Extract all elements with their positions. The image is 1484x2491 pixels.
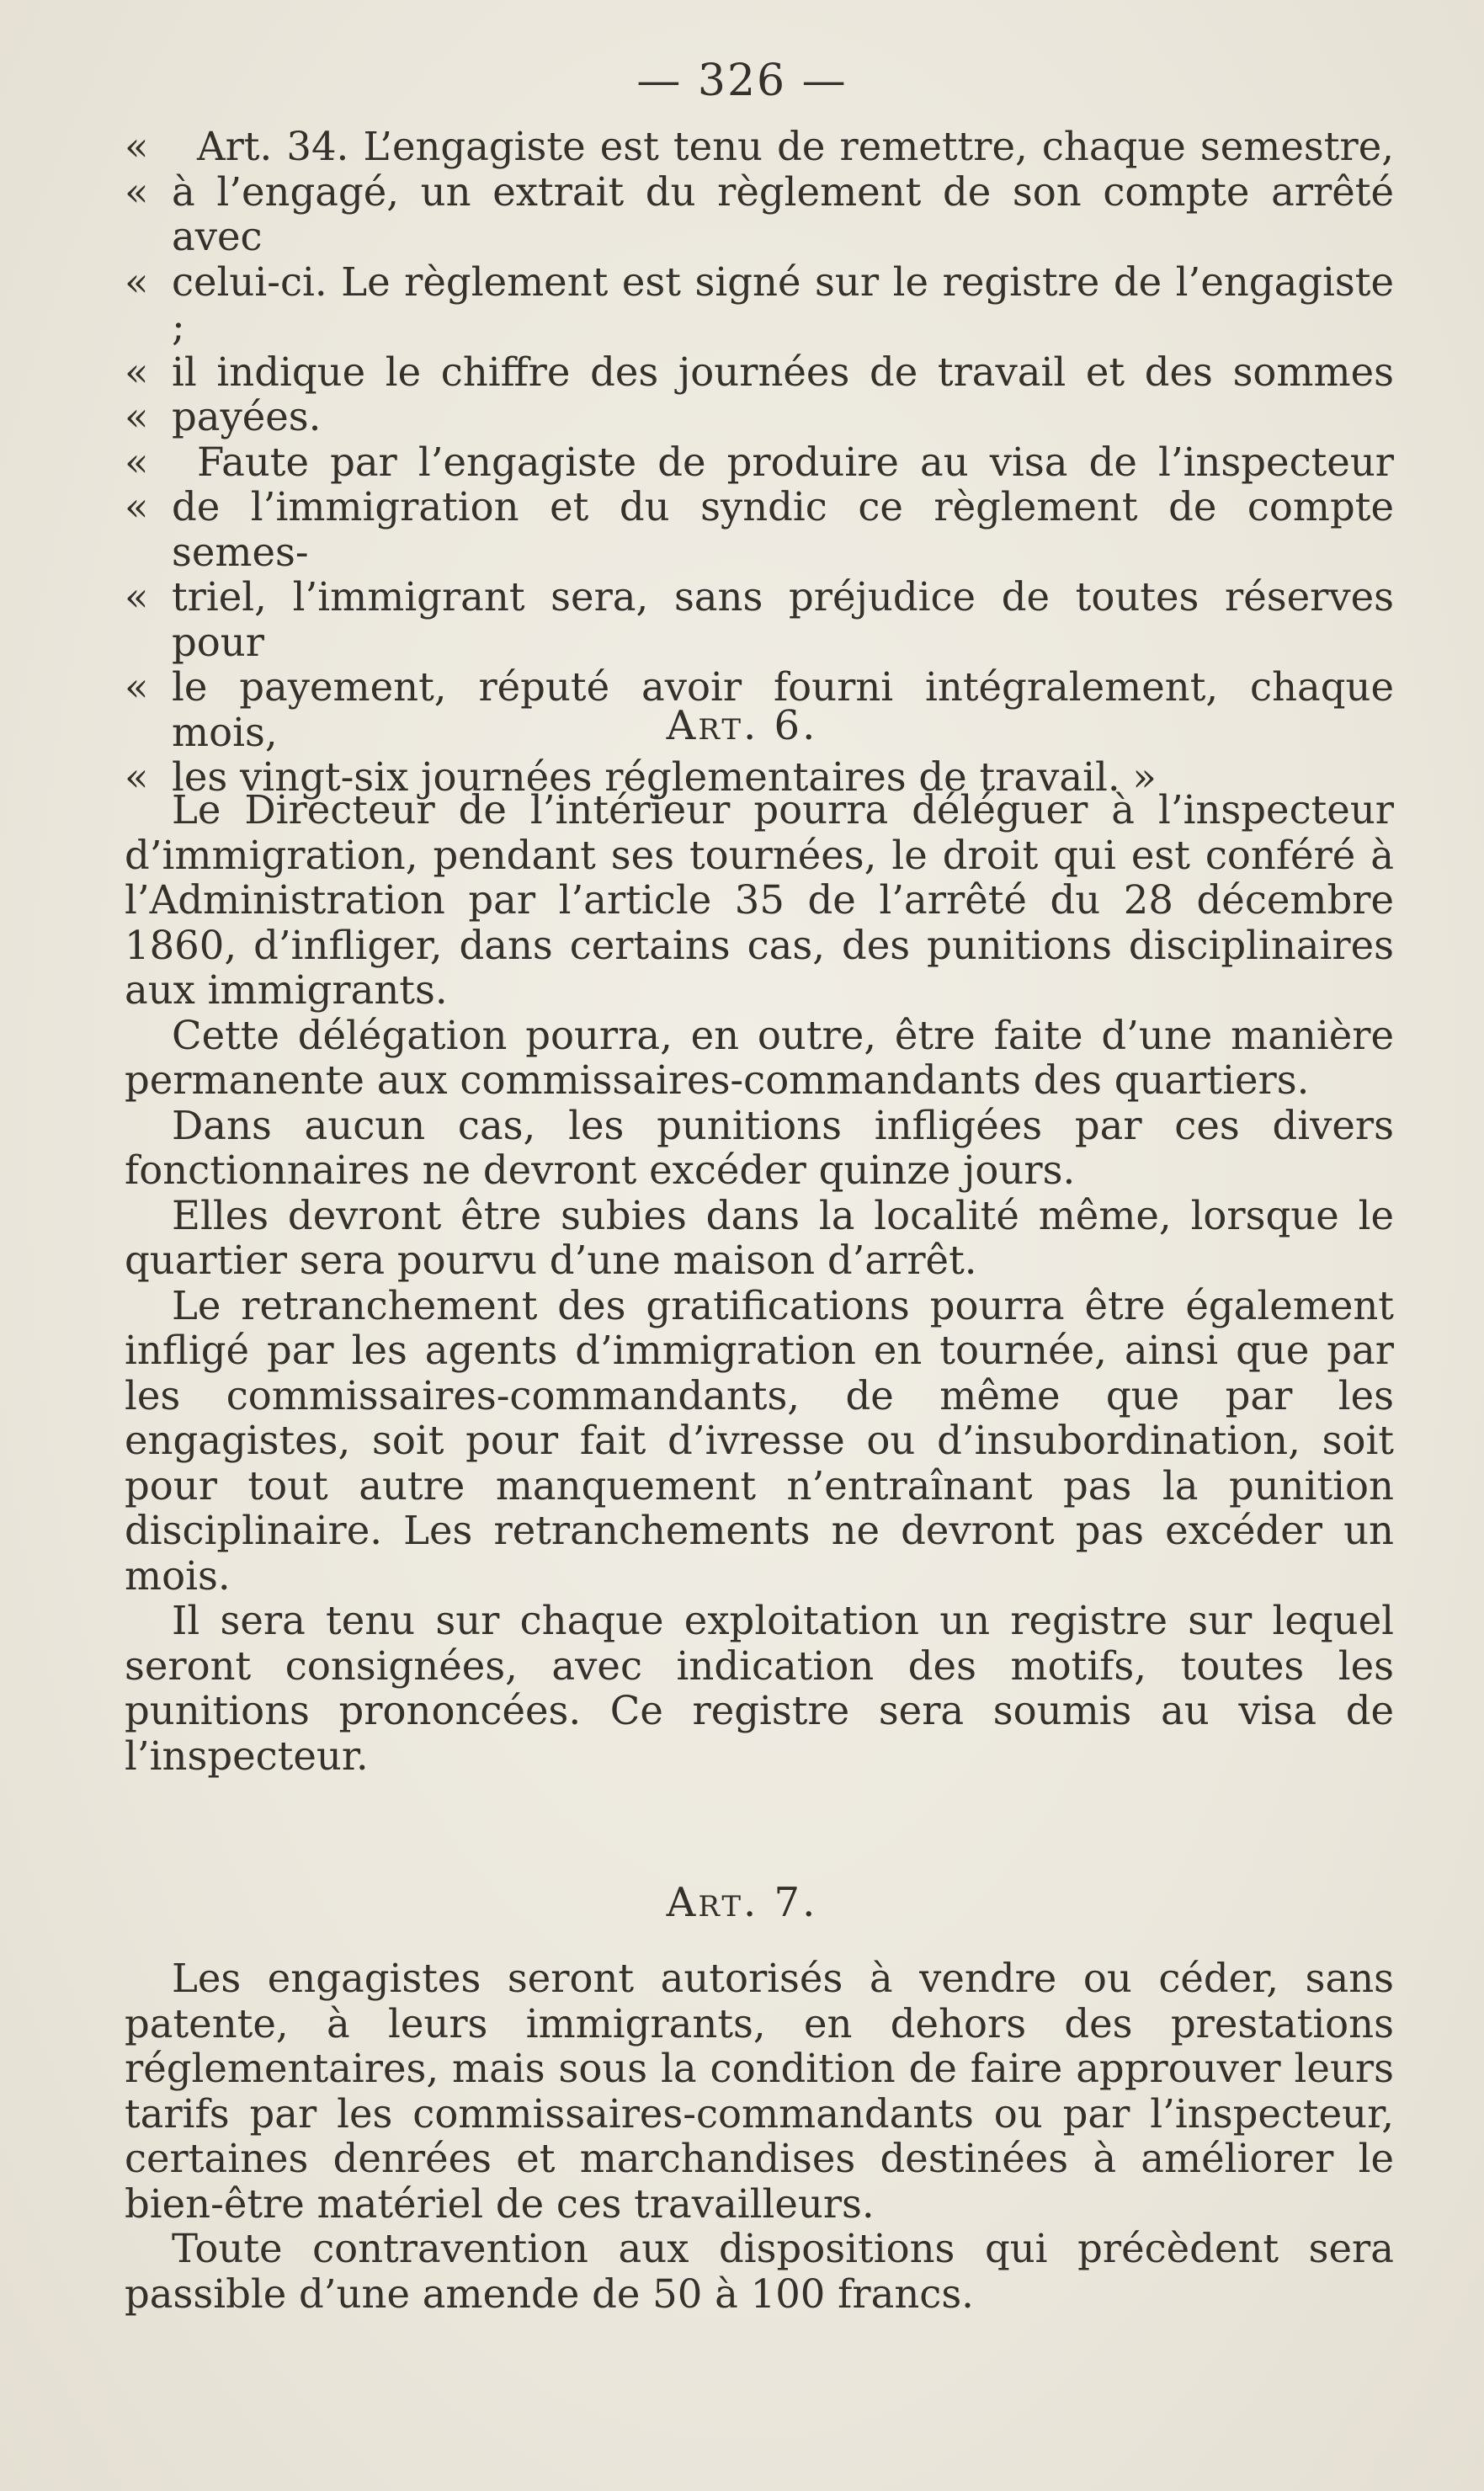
quote-line-text: le payement, réputé avoir fourni intégralement, chaque mois, bbox=[172, 664, 1394, 755]
quoted-article-34 bbox=[125, 125, 1394, 801]
quote-line bbox=[125, 125, 1394, 170]
quote-line bbox=[125, 260, 1394, 350]
quote-mark: « bbox=[125, 124, 149, 169]
quote-line-text: payées. bbox=[172, 394, 322, 439]
article-6-paragraph: Le Directeur de l’intérieur pourra déléguer à l’inspecteur d’immigration, pendant ses tournées, le droit qui est conféré à l’Administration par l’article 35 de l’arrêté du 28 décembre 1860, d’infliger, dans certains cas, des punitions disciplinaires aux immigrants. bbox=[125, 787, 1394, 1013]
quote-mark: « bbox=[125, 439, 149, 485]
quote-line bbox=[125, 395, 1394, 440]
quote-mark: « bbox=[125, 484, 149, 530]
quote-line-text: il indique le chiffre des journées de travail et des sommes bbox=[172, 349, 1394, 395]
article-6-paragraph: Dans aucun cas, les punitions infligées par ces divers fonctionnaires ne devront excéder quinze jours. bbox=[125, 1102, 1394, 1193]
quote-line bbox=[125, 440, 1394, 486]
quote-mark: « bbox=[125, 168, 149, 215]
article-7-paragraph: Toute contravention aux dispositions qui précèdent sera passible d’une amende de 50 à 100 francs. bbox=[125, 2226, 1394, 2317]
quote-line-text: Faute par l’engagiste de produire au visa de l’inspecteur bbox=[197, 439, 1394, 485]
article-6-paragraph: Le retranchement des gratifications pourra être également infligé par les agents d’immigration en tournée, ainsi que par les commissaires-commandants, de même que par les engagistes, soit pour fait d’ivresse ou d’insubordination, soit pour tout autre manquement n’entraînant pas la punition disciplinaire. Les retranchements ne devront pas excéder un mois. bbox=[125, 1282, 1394, 1599]
quote-mark: « bbox=[125, 664, 149, 710]
quote-line-text: à l’engagé, un extrait du règlement de son compte arrêté avec bbox=[172, 168, 1394, 259]
article-6-heading: Art. 6. bbox=[666, 702, 818, 749]
article-7-paragraph: Les engagistes seront autorisés à vendre ou céder, sans patente, à leurs immigrants, en dehors des prestations réglementaires, mais sous la condition de faire approuver leurs tarifs par les commissaires-commandants ou par l’inspecteur, certaines denrées et marchandises destinées à améliorer le bien-être matériel de ces travailleurs. bbox=[125, 1956, 1394, 2227]
quote-line-text: triel, l’immigrant sera, sans préjudice de toutes réserves pour bbox=[172, 574, 1394, 665]
quote-line bbox=[125, 170, 1394, 260]
quote-line-text: Art. 34. L’engagiste est tenu de remettre, chaque semestre, bbox=[197, 124, 1394, 169]
page-number: — 326 — bbox=[636, 56, 848, 106]
quote-line-text: de l’immigration et du syndic ce règlement de compte semes- bbox=[172, 484, 1394, 575]
quote-mark: « bbox=[125, 394, 149, 439]
quote-mark: « bbox=[125, 754, 149, 800]
quote-line-text: celui-ci. Le règlement est signé sur le registre de l’engagiste ; bbox=[172, 258, 1394, 349]
quote-line bbox=[125, 350, 1394, 396]
article-6-paragraph: Elles devront être subies dans la localité même, lorsque le quartier sera pourvu d’une maison d’arrêt. bbox=[125, 1192, 1394, 1283]
quote-line-text: les vingt-six journées réglementaires de travail. » bbox=[172, 754, 1157, 800]
article-6-body bbox=[125, 788, 1394, 1779]
quote-mark: « bbox=[125, 258, 149, 305]
quote-line bbox=[125, 575, 1394, 665]
quote-mark: « bbox=[125, 349, 149, 395]
article-7-body bbox=[125, 1956, 1394, 2317]
quote-line bbox=[125, 485, 1394, 575]
article-6-paragraph: Il sera tenu sur chaque exploitation un registre sur lequel seront consignées, avec indication des motifs, toutes les punitions prononcées. Ce registre sera soumis au visa de l’inspecteur. bbox=[125, 1598, 1394, 1779]
article-7-heading: Art. 7. bbox=[666, 1879, 818, 1926]
article-6-paragraph: Cette délégation pourra, en outre, être faite d’une manière permanente aux commissaires-commandants des quartiers. bbox=[125, 1012, 1394, 1103]
quote-mark: « bbox=[125, 574, 149, 620]
